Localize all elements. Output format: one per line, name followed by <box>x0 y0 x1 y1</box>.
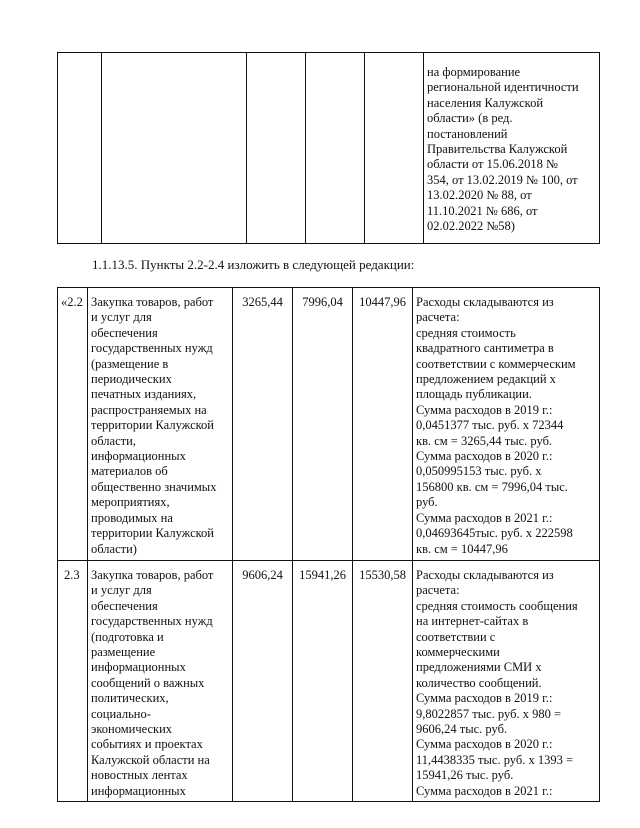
value-2021: 15530,58 <box>359 567 406 582</box>
description-text: на формирование региональной идентичности населения Калужской области» (в ред. постановлений Правительства Калужской области от 15.06.2018 № 354, от 13.02.2019 № 100, от 13.02.2020 № 88, от 11.10.2021 № 686, от 02.02.2022 №58) <box>427 65 579 234</box>
item-name: Закупка товаров, работ и услуг для обеспечения государственных нужд (размещение в периодических печатных изданиях, распространяемых на территории Калужской области, информационных материалов об общественно значимых мероприятиях, проводимых на территории Калужской области) <box>91 295 217 556</box>
cell-2021 <box>353 560 413 801</box>
amendment-paragraph: 1.1.13.5. Пункты 2.2-2.4 изложить в следующей редакции: <box>92 257 415 272</box>
row-number: «2.2 <box>61 295 83 309</box>
value-2020: 7996,04 <box>302 295 343 309</box>
cell-2020 <box>306 53 365 244</box>
table-row <box>58 53 600 244</box>
cell-2021 <box>353 288 413 561</box>
item-name: Закупка товаров, работ и услуг для обеспечения государственных нужд (подготовка и размещение информационных сообщений о важных политических, социально- экономических событиях и проектах Калужской области на новостных лентах информационных <box>91 567 214 798</box>
calculation-text: Расходы складываются из расчета: средняя стоимость сообщения на интернет-сайтах в соответствии с коммерческими предложениями СМИ х количество сообщений. Сумма расходов в 2019 г.: 9,8022857 тыс. руб. х 980 = 9606,24 тыс. руб. Сумма расходов в 2020 г.: 11,4438335 тыс. руб. х 1393 = 15941,26 тыс. руб. Сумма расходов в 2021 г.: <box>416 567 578 798</box>
value-2019: 3265,44 <box>242 295 283 309</box>
cell-description <box>424 53 600 244</box>
cell-2021 <box>365 53 424 244</box>
table-row <box>58 560 600 801</box>
value-2019: 9606,24 <box>242 567 283 582</box>
cell-calculation <box>413 288 600 561</box>
cell-calculation <box>413 560 600 801</box>
table-row <box>58 288 600 561</box>
previous-table-fragment <box>57 52 600 244</box>
cell-2019 <box>233 560 293 801</box>
row-number: 2.3 <box>64 567 80 582</box>
cell-2020 <box>293 288 353 561</box>
cell-name <box>102 53 247 244</box>
expenses-table <box>57 287 600 802</box>
cell-number <box>58 288 88 561</box>
cell-2020 <box>293 560 353 801</box>
cell-2019 <box>233 288 293 561</box>
cell-name <box>88 288 233 561</box>
cell-number <box>58 53 102 244</box>
value-2020: 15941,26 <box>299 567 346 582</box>
cell-number <box>58 560 88 801</box>
cell-2019 <box>247 53 306 244</box>
value-2021: 10447,96 <box>359 295 406 309</box>
cell-name <box>88 560 233 801</box>
calculation-text: Расходы складываются из расчета: средняя стоимость квадратного сантиметра в соответствии с коммерческим предложением редакций х площадь публикации. Сумма расходов в 2019 г.: 0,0451377 тыс. руб. х 72344 кв. см = 3265,44 тыс. руб. Сумма расходов в 2020 г.: 0,050995153 тыс. руб. х 156800 кв. см = 7996,04 тыс. руб. Сумма расходов в 2021 г.: 0,04693645тыс. руб. х 222598 кв. см = 10447,96 <box>416 295 576 556</box>
